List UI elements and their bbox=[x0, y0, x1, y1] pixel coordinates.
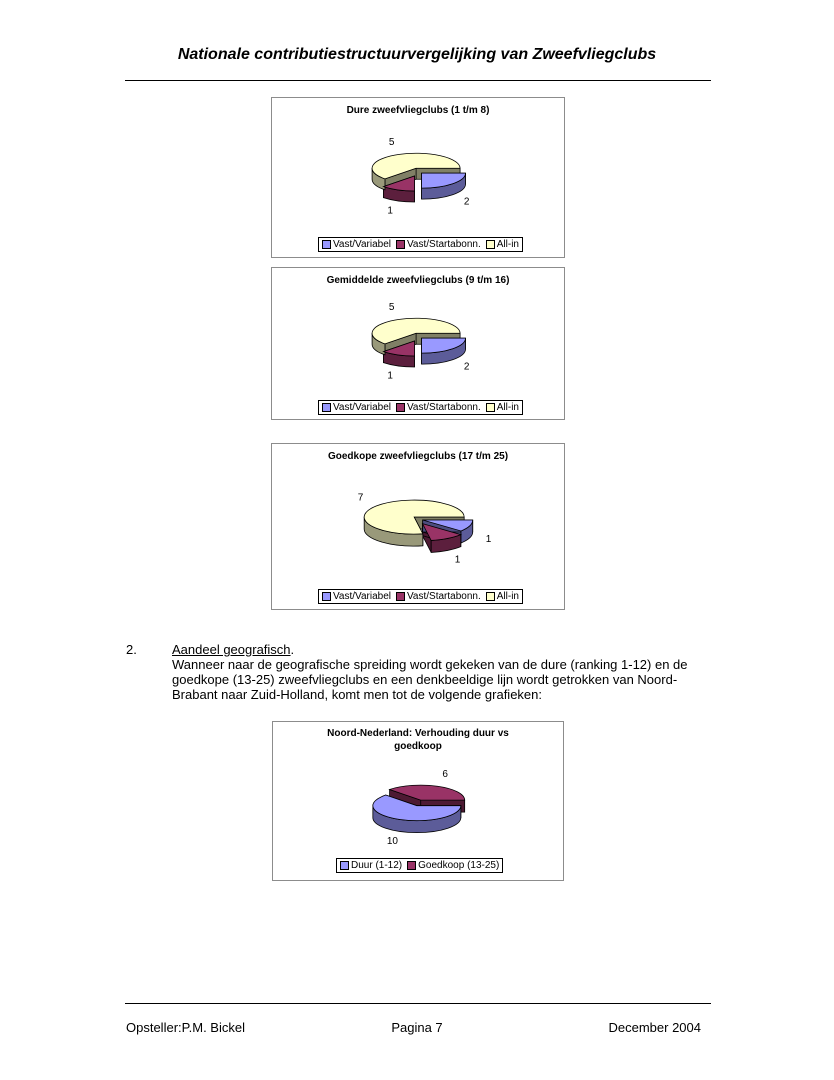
legend-label: All-in bbox=[496, 591, 519, 602]
legend-label: Vast/Startabonn. bbox=[407, 591, 481, 602]
section-heading bbox=[172, 642, 294, 657]
legend-swatch bbox=[340, 861, 349, 870]
chart-gemiddelde bbox=[271, 267, 565, 420]
legend-item bbox=[396, 591, 481, 602]
section-heading-text: Aandeel geografisch bbox=[172, 642, 291, 657]
legend-label: Vast/Variabel bbox=[333, 239, 391, 250]
footer-page: Pagina 7 bbox=[391, 1020, 443, 1035]
legend-swatch bbox=[396, 240, 405, 249]
legend-item bbox=[486, 591, 519, 602]
legend-label: Goedkoop (13-25) bbox=[418, 860, 500, 871]
legend-item bbox=[322, 402, 391, 413]
legend-item bbox=[486, 402, 519, 413]
section-heading-suffix: . bbox=[290, 642, 295, 657]
legend-swatch bbox=[407, 861, 416, 870]
chart-noord-nederland bbox=[272, 721, 564, 881]
legend-label: All-in bbox=[496, 239, 519, 250]
chart-legend bbox=[318, 400, 523, 415]
pie-svg bbox=[272, 268, 564, 419]
pie-svg bbox=[272, 98, 564, 257]
pie-data-label: 5 bbox=[388, 302, 395, 314]
legend-item bbox=[322, 591, 391, 602]
footer-date: December 2004 bbox=[608, 1020, 701, 1035]
legend-swatch bbox=[322, 240, 331, 249]
legend-swatch bbox=[486, 240, 495, 249]
pie-data-label: 2 bbox=[463, 196, 470, 208]
pie-data-label: 1 bbox=[454, 554, 461, 566]
chart-title: Goedkope zweefvliegclubs (17 t/m 25) bbox=[327, 451, 509, 462]
legend-label: All-in bbox=[496, 402, 519, 413]
legend-label: Vast/Startabonn. bbox=[407, 402, 481, 413]
legend-label: Vast/Startabonn. bbox=[407, 239, 481, 250]
pie-data-label: 10 bbox=[386, 835, 398, 847]
paragraph-line: goedkope (13-25) zweefvliegclubs en een denkbeeldige lijn wordt getrokken van Noord- bbox=[172, 672, 678, 687]
pie-data-label: 1 bbox=[387, 370, 393, 382]
legend-label: Vast/Variabel bbox=[333, 591, 391, 602]
pie-data-label: 1 bbox=[485, 534, 492, 546]
pie-svg bbox=[272, 444, 564, 609]
pie-data-label: 6 bbox=[442, 768, 448, 780]
legend-swatch bbox=[322, 592, 331, 601]
pie-svg bbox=[273, 722, 563, 880]
legend-swatch bbox=[396, 403, 405, 412]
section-paragraph bbox=[172, 657, 692, 702]
legend-label: Vast/Variabel bbox=[333, 402, 391, 413]
pie-data-label: 1 bbox=[387, 205, 393, 217]
header-rule bbox=[125, 80, 711, 81]
chart-title: Noord-Nederland: Verhouding duur vs goedkoop bbox=[327, 728, 509, 752]
paragraph-line: Wanneer naar de geografische spreiding wordt gekeken van de dure (ranking 1-12) en de bbox=[172, 657, 688, 672]
chart-title: Dure zweefvliegclubs (1 t/m 8) bbox=[346, 105, 490, 116]
pie-data-label: 2 bbox=[463, 361, 470, 373]
footer-rule bbox=[125, 1003, 711, 1004]
paragraph-line: Brabant naar Zuid-Holland, komt men tot de volgende grafieken: bbox=[172, 687, 542, 702]
chart-dure bbox=[271, 97, 565, 258]
legend-label: Duur (1-12) bbox=[351, 860, 403, 871]
pie-data-label: 7 bbox=[357, 492, 364, 504]
chart-goedkope bbox=[271, 443, 565, 610]
pie-data-label: 5 bbox=[388, 137, 395, 149]
legend-item bbox=[396, 239, 481, 250]
legend-swatch bbox=[396, 592, 405, 601]
chart-legend bbox=[318, 589, 523, 604]
section-number: 2. bbox=[126, 642, 137, 657]
legend-swatch bbox=[322, 403, 331, 412]
legend-swatch bbox=[486, 592, 495, 601]
page-header-title: Nationale contributiestructuurvergelijking van Zweefvliegclubs bbox=[177, 46, 657, 63]
legend-swatch bbox=[486, 403, 495, 412]
legend-item bbox=[322, 239, 391, 250]
chart-legend bbox=[336, 858, 503, 873]
chart-title: Gemiddelde zweefvliegclubs (9 t/m 16) bbox=[326, 275, 510, 286]
footer-author: Opsteller:P.M. Bickel bbox=[126, 1020, 245, 1035]
legend-item bbox=[407, 860, 499, 871]
legend-item bbox=[340, 860, 402, 871]
legend-item bbox=[396, 402, 481, 413]
legend-item bbox=[486, 239, 519, 250]
chart-legend bbox=[318, 237, 523, 252]
